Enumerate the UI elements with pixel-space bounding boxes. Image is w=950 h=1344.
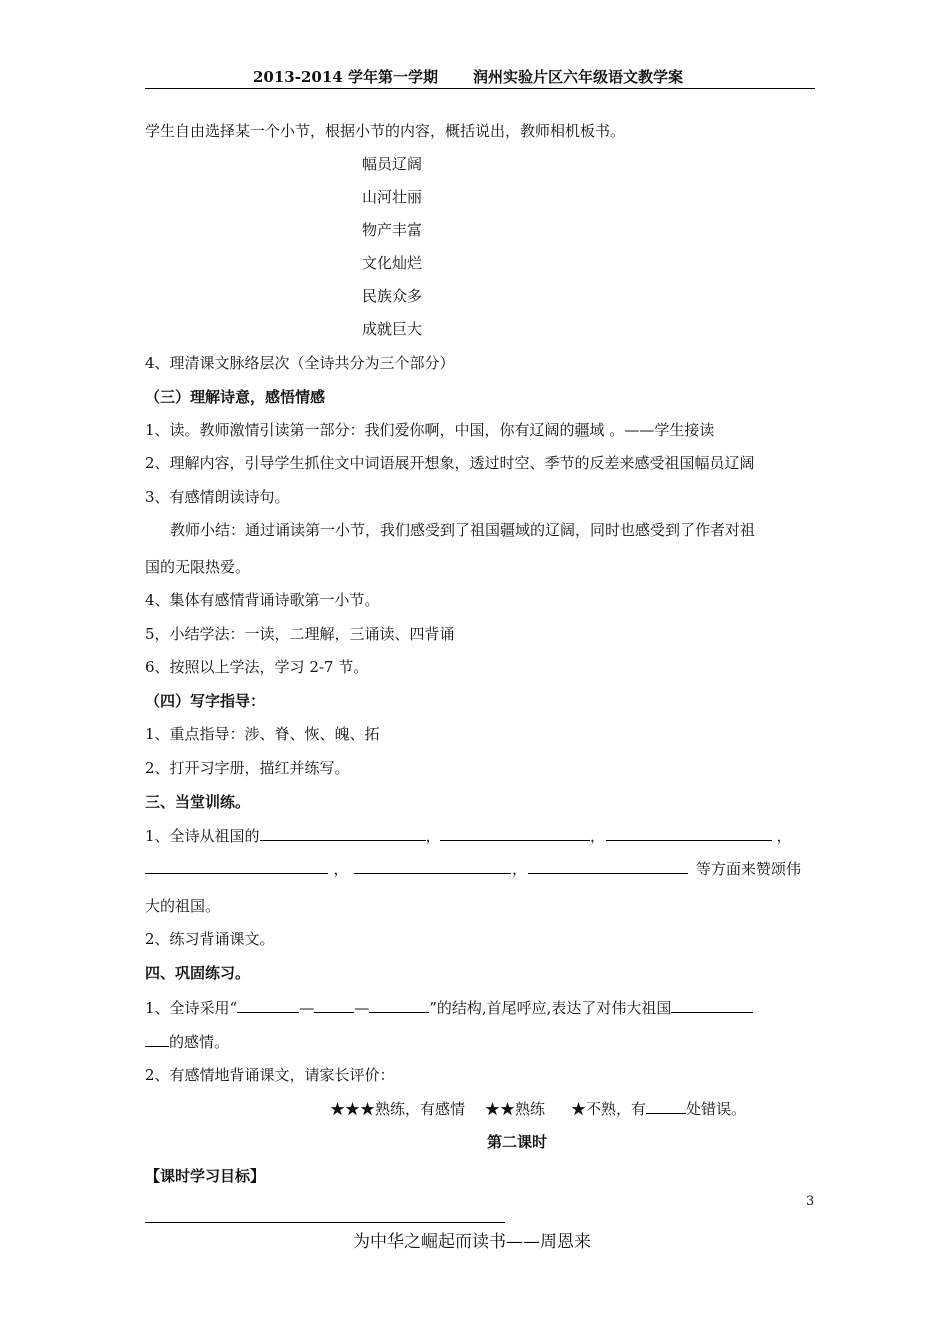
question-2: 2、有感情地背诵课文，请家长评价： [145, 1066, 395, 1084]
answer-blank[interactable] [528, 858, 688, 874]
exercise-1-line-1 [145, 825, 792, 846]
part-4-heading: 四、巩固练习。 [145, 964, 251, 982]
footer-motto: 为中华之崛起而读书——周恩来 [353, 1232, 591, 1252]
separator: ， [590, 827, 606, 845]
board-item: 文化灿烂 [362, 254, 423, 272]
rating-one-star-suffix: 处错误。 [686, 1100, 747, 1118]
step-4: 4、理清课文脉络层次（全诗共分为三个部分） [145, 354, 455, 372]
section-4-heading: （四）写字指导： [145, 692, 266, 710]
step-4-2: 2、打开习字册，描红并练写。 [145, 759, 350, 777]
separator: ， [776, 827, 792, 845]
error-count-blank[interactable] [646, 1098, 686, 1114]
board-item: 成就巨大 [362, 320, 423, 338]
answer-blank[interactable] [671, 997, 753, 1013]
question-1-line-1 [145, 997, 753, 1018]
exercise-1-line-2 [145, 858, 801, 879]
header-term: 2013-2014 学年第一学期 [253, 68, 438, 86]
page-header [145, 66, 815, 89]
answer-blank[interactable] [260, 825, 426, 841]
step-3-4: 4、集体有感情背诵诗歌第一小节。 [145, 591, 380, 609]
rating-three-stars: ★★★熟练，有感情 [330, 1100, 466, 1118]
question-1-line-2 [145, 1031, 229, 1052]
parent-rating [330, 1098, 746, 1119]
board-item: 幅员辽阔 [362, 155, 423, 173]
step-3-1: 1、读。教师激情引读第一部分：我们爱你啊，中国，你有辽阔的疆域 。——学生接读 [145, 421, 715, 439]
separator: ， [511, 860, 527, 878]
summary-line-1: 教师小结：通过诵读第一小节，我们感受到了祖国疆域的辽阔，同时也感受到了作者对祖 [170, 521, 756, 539]
step-3-6: 6、按照以上学法，学习 2-7 节。 [145, 658, 369, 676]
exercise-1-prefix: 1、全诗从祖国的 [145, 827, 260, 845]
rating-one-star: ★不熟，有 [571, 1100, 647, 1118]
page-number: 3 [806, 1194, 815, 1209]
dash: — [354, 999, 370, 1017]
objectives-heading: 【课时学习目标】 [145, 1167, 266, 1185]
separator: ， [425, 827, 441, 845]
board-item: 民族众多 [362, 287, 423, 305]
step-3-3: 3、有感情朗读诗句。 [145, 488, 290, 506]
part-3-heading: 三、当堂训练。 [145, 793, 251, 811]
answer-blank[interactable] [369, 997, 429, 1013]
answer-blank[interactable] [237, 997, 299, 1013]
separator: ， [333, 860, 349, 878]
summary-line-2: 国的无限热爱。 [145, 558, 251, 576]
question-1-middle: ”的结构,首尾呼应,表达了对伟大祖国 [429, 999, 672, 1017]
answer-blank[interactable] [145, 858, 328, 874]
answer-blank[interactable] [354, 858, 511, 874]
rating-two-stars: ★★熟练 [485, 1100, 546, 1118]
board-item: 山河壮丽 [362, 188, 423, 206]
answer-blank[interactable] [145, 1031, 169, 1047]
intro-line: 学生自由选择某一个小节，根据小节的内容，概括说出，教师相机板书。 [145, 122, 626, 140]
answer-blank[interactable] [440, 825, 590, 841]
header-title: 润州实验片区六年级语文教学案 [473, 68, 684, 86]
exercise-2: 2、练习背诵课文。 [145, 930, 275, 948]
answer-blank[interactable] [314, 997, 354, 1013]
answer-blank[interactable] [606, 825, 772, 841]
board-item: 物产丰富 [362, 221, 423, 239]
lesson-2-title: 第二课时 [487, 1133, 548, 1151]
question-1-prefix: 1、全诗采用“ [145, 999, 238, 1017]
step-4-1: 1、重点指导：涉、脊、恢、魄、拓 [145, 725, 380, 743]
dash: — [299, 999, 315, 1017]
step-3-5: 5，小结学法：一读，二理解，三诵读、四背诵 [145, 625, 455, 643]
footer-divider [145, 1222, 505, 1223]
section-3-heading: （三）理解诗意，感悟情感 [145, 388, 326, 406]
exercise-1-line-3: 大的祖国。 [145, 897, 221, 915]
exercise-1-suffix: 等方面来赞颂伟 [696, 860, 802, 878]
step-3-2: 2、理解内容，引导学生抓住文中词语展开想象，透过时空、季节的反差来感受祖国幅员辽阔 [145, 454, 755, 472]
question-1-suffix: 的感情。 [169, 1033, 230, 1051]
